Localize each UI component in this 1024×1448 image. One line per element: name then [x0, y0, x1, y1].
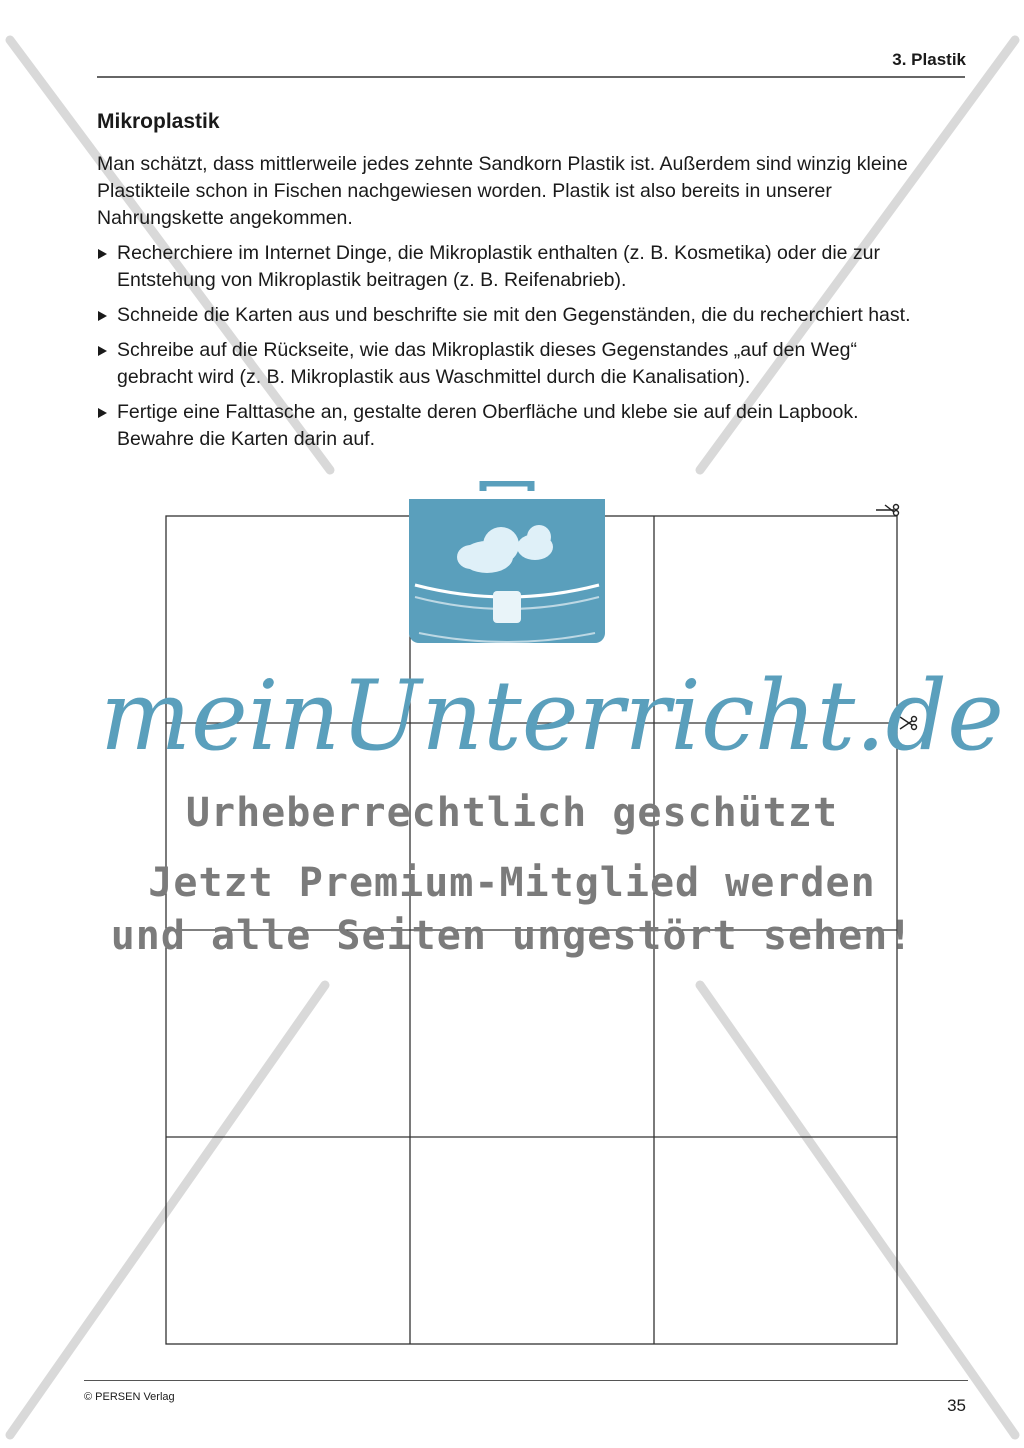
- page-number: 35: [947, 1396, 966, 1415]
- task-text: Fertige eine Falttasche an, gestalte deren Oberfläche und klebe sie auf dein Lapbook. Bewahre die Karten darin auf.: [117, 401, 859, 450]
- scissors-icon: [876, 505, 899, 516]
- watermark-premium: Jetzt Premium-Mitglied werden: [148, 860, 876, 906]
- bag-icon: [409, 481, 605, 643]
- intro-paragraph: Man schätzt, dass mittlerweile jedes zehnte Sandkorn Plastik ist. Außerdem sind winzig kleine Plastikteile schon in Fischen nachgewiesen worden. Plastik ist also bereits in unserer Nahrungskette angekommen.: [97, 153, 908, 229]
- watermark-copyright: Urheberrechtlich geschützt: [185, 790, 839, 836]
- task-text: Schreibe auf die Rückseite, wie das Mikroplastik dieses Gegenstandes „auf den Weg“ gebracht wird (z. B. Mikroplastik aus Waschmittel durch die Kanalisation).: [117, 339, 857, 388]
- page-heading: Mikroplastik: [97, 110, 220, 133]
- task-text: Schneide die Karten aus und beschrifte sie mit den Gegenständen, die du recherchiert hast.: [117, 304, 911, 326]
- publisher-credit: © PERSEN Verlag: [84, 1391, 175, 1403]
- task-text: Recherchiere im Internet Dinge, die Mikroplastik enthalten (z. B. Kosmetika) oder die zur Entstehung von Mikroplastik beitragen (z. B. Reifenabrieb).: [117, 242, 881, 291]
- section-title: 3. Plastik: [892, 50, 966, 69]
- watermark-unlock: und alle Seiten ungestört sehen!: [110, 913, 914, 959]
- watermark-logo: meinUnterricht.de: [100, 660, 1004, 772]
- footer-divider: [84, 1380, 968, 1381]
